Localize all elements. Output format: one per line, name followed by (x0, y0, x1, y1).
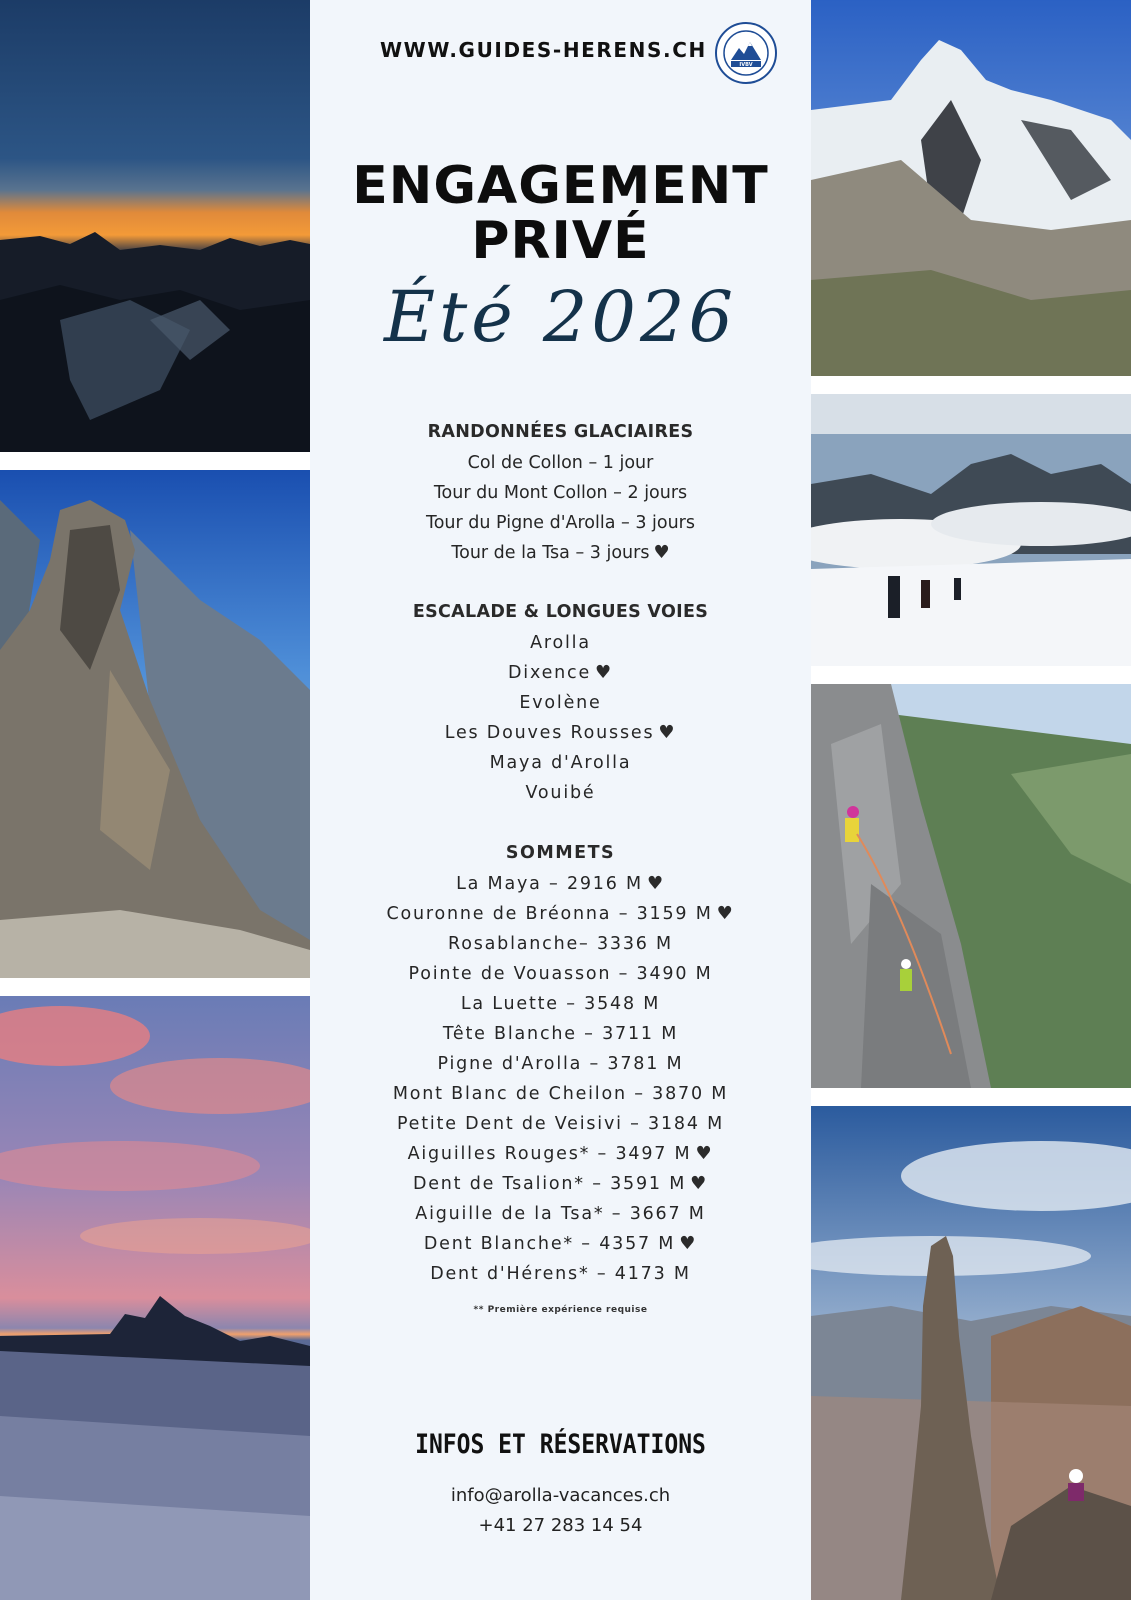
list-item: Dent d'Hérens* – 4173 M (430, 1264, 691, 1284)
section-title-sommets: SOMMETS (505, 843, 616, 863)
heart-icon: ♥ (679, 1233, 698, 1254)
contact-title: INFOS ET RÉSERVATIONS (415, 1430, 706, 1460)
list-item: Arolla (530, 633, 591, 653)
website-url[interactable]: WWW.GUIDES-HERENS.CH (380, 38, 707, 62)
list-glaciaires (310, 448, 811, 568)
badge-text: IVBV (739, 62, 753, 68)
photo-rock-needle (811, 1106, 1131, 1600)
list-item: Aiguille de la Tsa* – 3667 M (415, 1204, 706, 1224)
heart-icon: ♥ (658, 722, 677, 743)
heart-icon: ♥ (653, 542, 670, 563)
list-item: Couronne de Bréonna – 3159 M ♥ (310, 899, 811, 929)
photo-rock-pinnacle (0, 470, 310, 978)
list-item: Pigne d'Arolla – 3781 M (437, 1054, 684, 1074)
list-item: Evolène (519, 693, 602, 713)
title-line-2: PRIVÉ (471, 211, 650, 271)
list-item: Dent Blanche* – 4357 M ♥ (310, 1229, 811, 1259)
contact-phone[interactable]: +41 27 283 14 54 (478, 1515, 643, 1536)
list-item: Les Douves Rousses ♥ (310, 718, 811, 748)
list-item: Aiguilles Rouges* – 3497 M ♥ (310, 1139, 811, 1169)
list-item: La Maya – 2916 M ♥ (310, 869, 811, 899)
photo-glacier-hikers (811, 394, 1131, 666)
list-sommets (310, 869, 811, 1289)
heart-icon: ♥ (646, 873, 665, 894)
list-item: Pointe de Vouasson – 3490 M (408, 964, 713, 984)
list-item: Mont Blanc de Cheilon – 3870 M (392, 1084, 729, 1104)
list-item: Tête Blanche – 3711 M (442, 1024, 679, 1044)
title-line-1: ENGAGEMENT (352, 156, 769, 216)
photo-snowy-peak (811, 0, 1131, 376)
list-item: Dixence ♥ (310, 658, 811, 688)
photo-pink-sky-glacier (0, 996, 310, 1600)
list-item: Vouibé (525, 783, 596, 803)
season-title: Été 2026 (383, 276, 738, 358)
list-item: Rosablanche– 3336 M (448, 934, 673, 954)
list-item: La Luette – 3548 M (460, 994, 661, 1014)
list-item: Petite Dent de Veisivi – 3184 M (396, 1114, 725, 1134)
section-title-escalade: ESCALADE & LONGUES VOIES (412, 602, 709, 622)
list-item: Maya d'Arolla (489, 753, 632, 773)
list-item: Tour du Pigne d'Arolla – 3 jours (426, 513, 695, 533)
center-panel (310, 0, 811, 1600)
heart-icon: ♥ (690, 1173, 709, 1194)
ivbv-badge-logo (715, 22, 777, 84)
contact-email[interactable]: info@arolla-vacances.ch (450, 1485, 671, 1506)
photo-climbers-wall (811, 684, 1131, 1088)
list-escalade (310, 628, 811, 808)
list-item: Tour de la Tsa – 3 jours ♥ (310, 538, 811, 568)
list-item: Col de Collon – 1 jour (467, 453, 654, 473)
list-item: Dent de Tsalion* – 3591 M ♥ (310, 1169, 811, 1199)
heart-icon: ♥ (595, 662, 613, 683)
footnote: ** Première expérience requise (473, 1305, 648, 1315)
list-item: Tour du Mont Collon – 2 jours (433, 483, 688, 503)
heart-icon: ♥ (695, 1143, 714, 1164)
photo-sunset-ridge (0, 0, 310, 452)
section-title-glaciaires: RANDONNÉES GLACIAIRES (427, 422, 694, 442)
heart-icon: ♥ (716, 903, 735, 924)
